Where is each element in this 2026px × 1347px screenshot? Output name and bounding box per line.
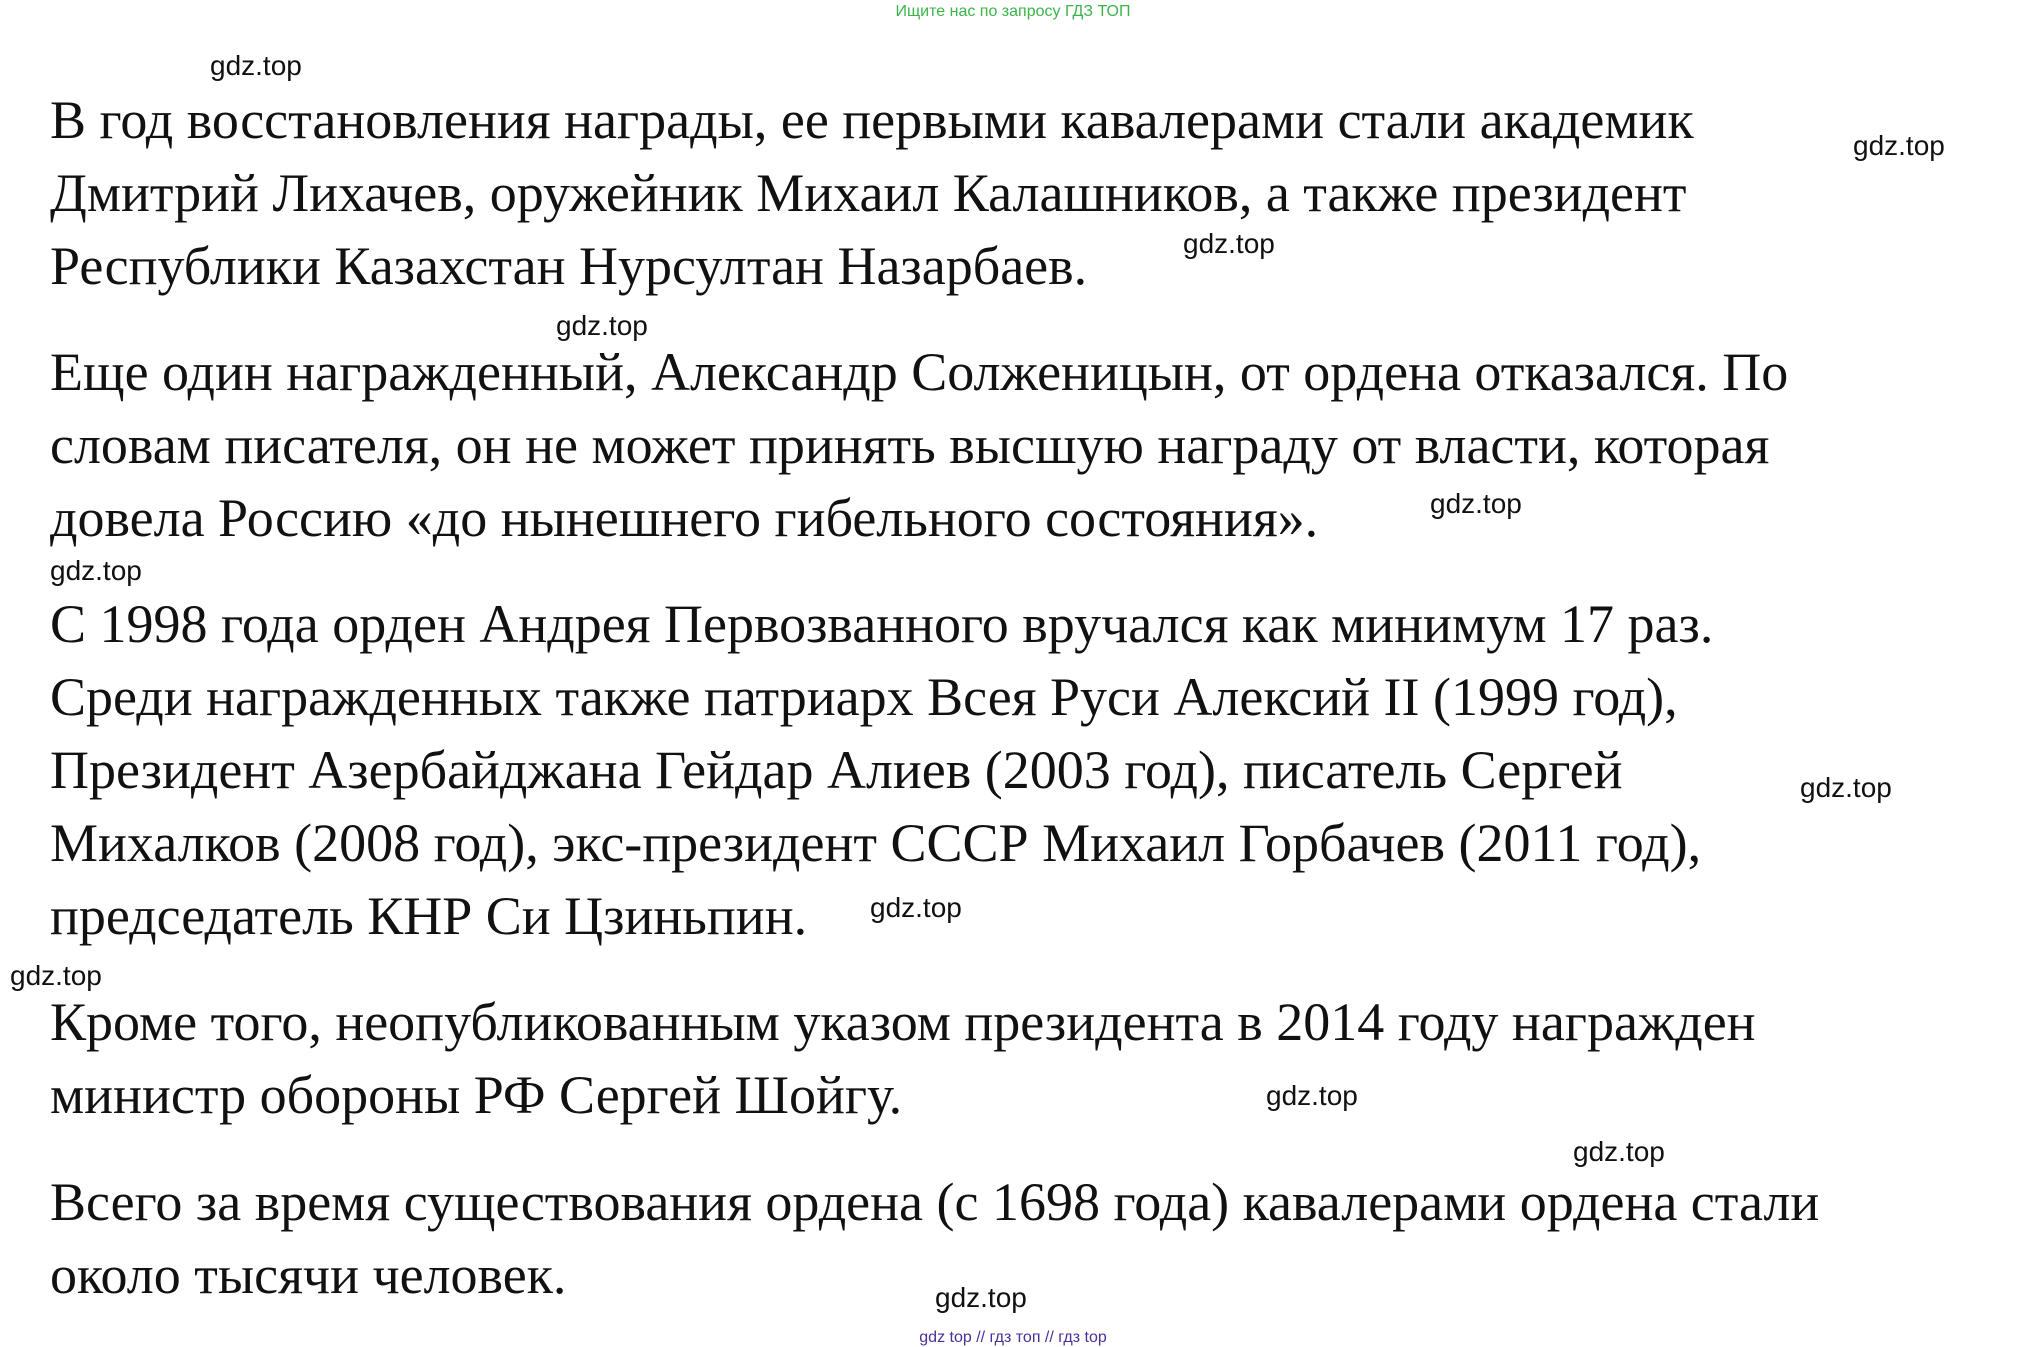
- paragraph-3: [50, 588, 1713, 953]
- paragraph-line: Еще один награжденный, Александр Солженицын, от ордена отказался. По: [50, 342, 1789, 402]
- watermark: gdz.top: [556, 310, 648, 341]
- paragraph-line: Президент Азербайджана Гейдар Алиев (2003 год), писатель Сергей: [50, 740, 1623, 800]
- paragraph-line: Кроме того, неопубликованным указом президента в 2014 году награжден: [50, 992, 1756, 1052]
- paragraph-line: Михалков (2008 год), экс-президент СССР Михаил Горбачев (2011 год),: [50, 813, 1702, 873]
- paragraph-line: довела Россию «до нынешнего гибельного состояния».: [50, 488, 1319, 548]
- watermark: gdz.top: [1430, 488, 1522, 519]
- footer-links: gdz top // гдз топ // гдз top: [919, 1329, 1107, 1346]
- paragraph-line: Всего за время существования ордена (с 1698 года) кавалерами ордена стали: [50, 1172, 1820, 1232]
- paragraph-line: В год восстановления награды, ее первыми кавалерами стали академик: [50, 90, 1694, 150]
- paragraph-line: министр обороны РФ Сергей Шойгу.: [50, 1065, 903, 1125]
- watermark: gdz.top: [1183, 228, 1275, 259]
- paragraph-2: [50, 336, 1788, 555]
- top-banner: Ищите нас по запросу ГДЗ ТОП: [895, 3, 1131, 20]
- watermark: gdz.top: [870, 892, 962, 923]
- paragraph-1: [50, 84, 1694, 303]
- paragraph-line: словам писателя, он не может принять высшую награду от власти, которая: [50, 415, 1770, 475]
- paragraph-4: [50, 986, 1756, 1132]
- watermark: gdz.top: [1573, 1136, 1665, 1167]
- watermark: gdz.top: [935, 1282, 1027, 1313]
- paragraph-line: С 1998 года орден Андрея Первозванного вручался как минимум 17 раз.: [50, 594, 1714, 654]
- watermark: gdz.top: [1800, 772, 1892, 803]
- paragraph-line: около тысячи человек.: [50, 1245, 567, 1305]
- watermark: gdz.top: [1853, 130, 1945, 161]
- paragraph-line: председатель КНР Си Цзиньпин.: [50, 886, 808, 946]
- paragraph-line: Республики Казахстан Нурсултан Назарбаев.: [50, 236, 1088, 296]
- paragraph-line: Среди награжденных также патриарх Всея Руси Алексий II (1999 год),: [50, 667, 1678, 727]
- watermark: gdz.top: [10, 960, 102, 991]
- paragraph-5: [50, 1166, 1819, 1312]
- watermark: gdz.top: [1266, 1080, 1358, 1111]
- watermark: gdz.top: [210, 50, 302, 81]
- watermark: gdz.top: [50, 555, 142, 586]
- paragraph-line: Дмитрий Лихачев, оружейник Михаил Калашников, а также президент: [50, 163, 1687, 223]
